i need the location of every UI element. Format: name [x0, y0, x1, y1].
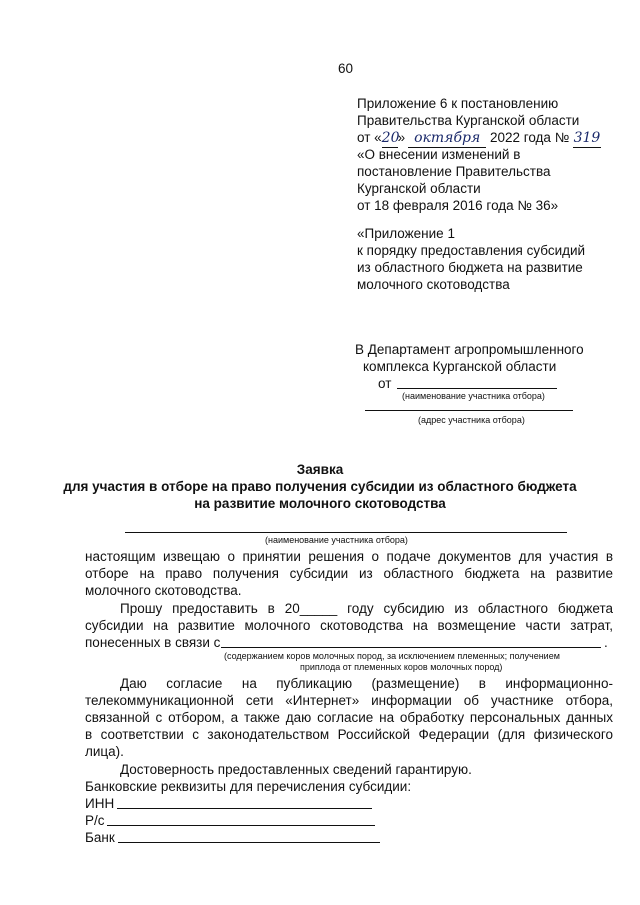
bank-label: Банк [85, 830, 115, 845]
from-label: от [378, 376, 392, 391]
participant-address-field[interactable] [365, 410, 573, 411]
paragraph-line: отборе на право получения субсидии из областного бюджета на развитие [85, 566, 613, 581]
account-label: Р/с [85, 813, 105, 828]
account-field[interactable] [107, 825, 375, 826]
quote-close: » [397, 130, 406, 145]
page-number: 60 [338, 61, 354, 76]
paragraph-line: Прошу предоставить в 20_____ году субсидию из областного бюджета [120, 601, 613, 616]
participant-name-field-main[interactable] [125, 532, 567, 533]
bank-details-header: Банковские реквизиты для перечисления субсидии: [85, 779, 412, 794]
appendix-line: «О внесении изменений в [357, 147, 521, 162]
appendix-line: от 18 февраля 2016 года № 36» [357, 198, 559, 213]
paragraph-line: Даю согласие на публикацию (размещение) в информационно- [120, 676, 613, 691]
paragraph-line: молочного скотоводства. [85, 583, 242, 598]
handwritten-number: 319 [573, 130, 601, 146]
appendix-line: постановление Правительства [357, 164, 551, 179]
appendix-line: Приложение 6 к постановлению [357, 96, 559, 111]
paragraph-line: субсидии на развитие молочного скотоводства на возмещение части затрат, [85, 618, 613, 633]
addressee-line: комплекса Курганской области [363, 359, 557, 374]
paragraph-line: лица). [85, 744, 124, 759]
expense-reason-field[interactable] [221, 647, 601, 648]
participant-address-caption: (адрес участника отбора) [418, 415, 525, 425]
participant-name-field[interactable] [397, 388, 557, 389]
year-text: 2022 года № [489, 130, 570, 145]
period: . [604, 635, 608, 650]
paragraph-line: понесенных в связи с [85, 635, 221, 650]
from-prefix: от « [357, 130, 382, 145]
title-line: Заявка [296, 462, 344, 477]
appendix1-line: «Приложение 1 [357, 226, 455, 241]
bank-field[interactable] [118, 842, 380, 843]
addressee-line: В Департамент агропромышленного [355, 342, 584, 357]
appendix-line: Правительства Курганской области [357, 113, 580, 128]
expense-caption: (содержанием коров молочных пород, за исключением племенных; получением [224, 651, 560, 661]
handwritten-month: октября [408, 130, 486, 148]
appendix1-line: из областного бюджета на развитие [357, 260, 583, 275]
participant-caption: (наименование участника отбора) [265, 535, 408, 545]
handwritten-day: 20 [381, 130, 400, 146]
inn-field[interactable] [117, 808, 372, 809]
paragraph-line: в соответствии с законодательством Российской Федерации (для физического [85, 727, 613, 742]
title-line: на развитие молочного скотоводства [194, 496, 446, 511]
title-line: для участия в отборе на право получения субсидии из областного бюджета [63, 479, 577, 494]
participant-name-caption: (наименование участника отбора) [402, 391, 545, 401]
paragraph-line: телекоммуникационной сети «Интернет» информации об участнике отбора, [85, 693, 613, 708]
guarantee-text: Достоверность предоставленных сведений гарантирую. [120, 762, 472, 777]
appendix1-line: к порядку предоставления субсидий [357, 243, 586, 258]
appendix-line: Курганской области [357, 181, 481, 196]
inn-label: ИНН [85, 796, 115, 811]
appendix1-line: молочного скотоводства [357, 277, 510, 292]
paragraph-line: связанной с отбором, а также даю согласие на обработку персональных данных [85, 710, 613, 725]
paragraph-line: настоящим извещаю о принятии решения о подаче документов для участия в [85, 549, 613, 564]
expense-caption: приплода от племенных коров молочных пород) [300, 662, 503, 672]
